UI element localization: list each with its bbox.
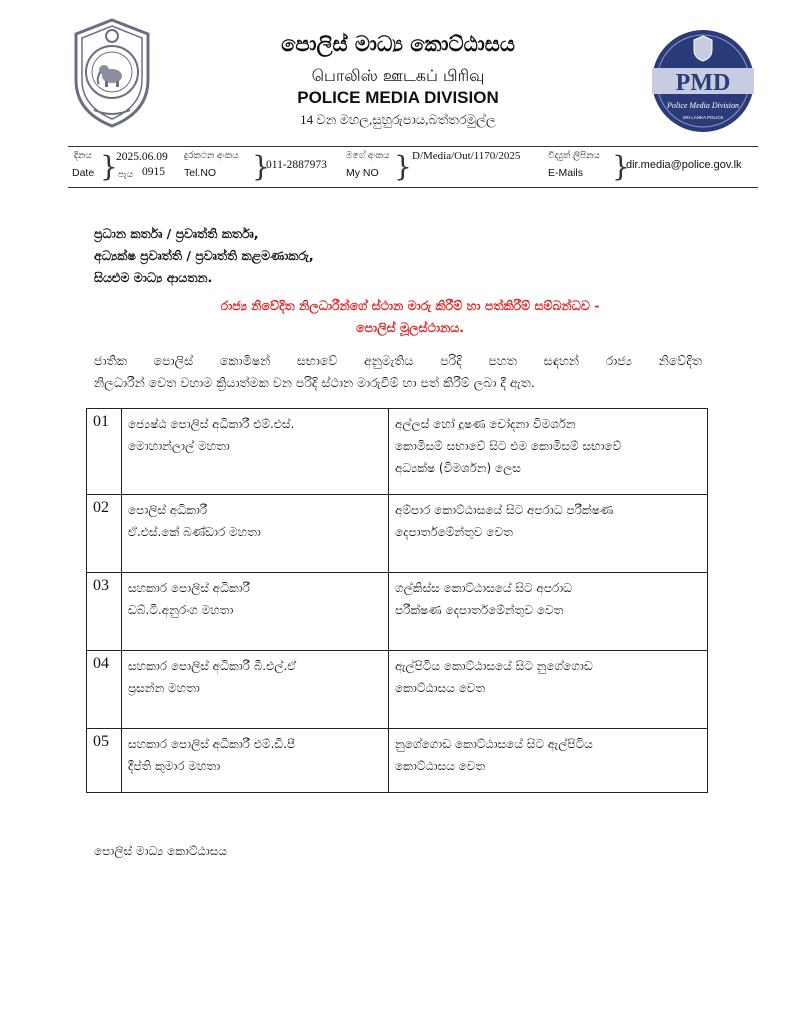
officer-line: ඩබ්.ටී.අනුරංග මහතා: [128, 603, 234, 617]
desc-line: අල්ලස් හෝ දූෂණ චෝදනා විමර්ශන: [395, 417, 576, 431]
recipient-line: සියළුම මාධ්‍ය ආයතන.: [94, 270, 213, 285]
time-value: 0915: [142, 166, 165, 178]
myno-label-si: මගේ අංකය: [346, 151, 390, 161]
body-paragraph-line-1: ජාතික පොලිස් කොමිෂන් සභාවේ අනුමැතිය පරිදි පහත සඳහන් රාජ්‍ය නිවේදිත: [94, 353, 702, 368]
officer-cell: [122, 573, 389, 651]
date-value: 2025.06.09: [116, 151, 168, 163]
officer-line: සහකාර පොලිස් අධිකාරී බී.එල්.ඒ: [128, 659, 297, 673]
officer-line: ඒ.එස්.කේ බණ්ඩාර මහතා: [128, 525, 261, 539]
time-label: පැය: [118, 170, 134, 180]
desc-line: අධ්‍යක්ෂ (විමර්ශන) ලෙස: [395, 461, 521, 475]
transfer-desc-cell: [389, 651, 708, 729]
email-label-en: E-Mails: [548, 167, 584, 179]
transfer-desc-cell: [389, 409, 708, 495]
pmd-logo-sub: SRI LANKA POLICE: [682, 115, 724, 120]
row-number: 03: [87, 573, 122, 651]
officer-cell: [122, 495, 389, 573]
header-title-sinhala: පොලිස් මාධ්‍ය කොට්ඨාසය: [281, 32, 515, 56]
officer-cell: [122, 409, 389, 495]
officer-line: ප්‍රසන්න මහතා: [128, 681, 200, 695]
brace-divider: }: [100, 150, 118, 183]
recipient-line: අධ්‍යක්ෂ ප්‍රවෘත්ති / ප්‍රවෘත්ති කළමණාකරු,: [94, 248, 314, 263]
desc-line: ගල්කිස්ස කොට්ඨාසයේ සිට අපරාධ: [395, 581, 573, 595]
desc-line: කොට්ඨාසය වෙත: [395, 759, 486, 773]
subject-line-1: රාජ්‍ය නිවේදිත නිලධාරීන්ගේ ස්ථාන මාරු කිරීම් හා පත්කිරීම් සම්බන්ධව -: [220, 298, 600, 313]
date-label-en: Date: [72, 167, 95, 179]
pmd-logo-abbrev: PMD: [675, 70, 731, 96]
officer-line: සහකාර පොලිස් අධිකාරී: [128, 581, 250, 595]
pmd-logo: [650, 28, 756, 134]
email-label-si: විද්‍යුත් ලිපිනය: [548, 151, 600, 161]
officer-cell: [122, 651, 389, 729]
tel-value: 011-2887973: [266, 159, 327, 171]
recipient-line: ප්‍රධාන කර්තෘ / ප්‍රවෘත්ති කර්තෘ,: [94, 226, 259, 241]
transfer-desc-cell: [389, 729, 708, 793]
officer-line: ජ්‍යෙෂ්ඨ පොලිස් අධිකාරී එම්.එස්.: [128, 417, 295, 431]
transfer-desc-cell: [389, 495, 708, 573]
desc-line: කොට්ඨාසය වෙත: [395, 681, 486, 695]
brace-divider: }: [252, 150, 270, 183]
brace-divider: }: [394, 150, 412, 183]
desc-line: දෙපාර්තමේන්තුව වෙත: [395, 525, 513, 539]
footer-signature: පොලිස් මාධ්‍ය කොට්ඨාසය: [94, 844, 227, 858]
body-paragraph-line-2: නිලධාරීන් වෙත වහාම ක්‍රියාත්මක වන පරිදි ස්ථාන මාරුවීම් හා පත් කිරීම් ලබා දී ඇත.: [94, 375, 535, 390]
row-number: 01: [87, 409, 122, 495]
table-row: [87, 409, 708, 495]
row-number: 04: [87, 651, 122, 729]
header-title-tamil: பொலிஸ் ஊடகப் பிரிவு: [311, 66, 485, 85]
subject-line-2: පොලිස් මූලස්ථානය.: [356, 320, 464, 335]
officer-cell: [122, 729, 389, 793]
transfer-desc-cell: [389, 573, 708, 651]
myno-value: D/Media/Out/1170/2025: [412, 150, 521, 162]
desc-line: නුගේගොඩ කොට්ඨාසයේ සිට ඇල්පිටිය: [395, 737, 593, 751]
header-address: 14 වන මහල,සුහුරුපාය,බත්තරමුල්ල: [300, 112, 496, 127]
officer-line: මොහාන්ලාල් මහතා: [128, 439, 230, 453]
header-title-english: POLICE MEDIA DIVISION: [297, 88, 499, 107]
desc-line: පරීක්ෂණ දෙපාර්තමේන්තුව වෙත: [395, 603, 564, 617]
table-row: [87, 651, 708, 729]
brace-divider: }: [612, 150, 630, 183]
transfer-table: [86, 408, 708, 793]
desc-line: ඇල්පිටිය කොට්ඨාසයේ සිට නුගේගොඩ: [395, 659, 593, 673]
table-row: [87, 495, 708, 573]
police-emblem-logo: [64, 14, 160, 130]
myno-label-en: My NO: [346, 167, 379, 179]
date-label-si: දිනය: [74, 151, 92, 161]
officer-line: දීප්ති කුමාර මහතා: [128, 759, 221, 773]
desc-line: අම්පාර කොට්ඨාසයේ සිට අපරාධ පරීක්ෂණ: [395, 503, 614, 517]
table-row: [87, 729, 708, 793]
pmd-logo-caption: Police Media Division: [667, 101, 739, 110]
officer-line: පොලිස් අධිකාරී: [128, 503, 208, 517]
table-row: [87, 573, 708, 651]
reference-info-strip: [68, 146, 758, 188]
row-number: 05: [87, 729, 122, 793]
row-number: 02: [87, 495, 122, 573]
email-value: dir.media@police.gov.lk: [626, 159, 742, 171]
officer-line: සහකාර පොලිස් අධිකාරී එම්.ඩී.පී: [128, 737, 296, 751]
tel-label-en: Tel.NO: [184, 167, 217, 179]
desc-line: කොමිසම් සභාවේ සිට එම කොමිසම් සභාවේ: [395, 439, 622, 453]
tel-label-si: දුරකථන අංකය: [184, 151, 239, 161]
